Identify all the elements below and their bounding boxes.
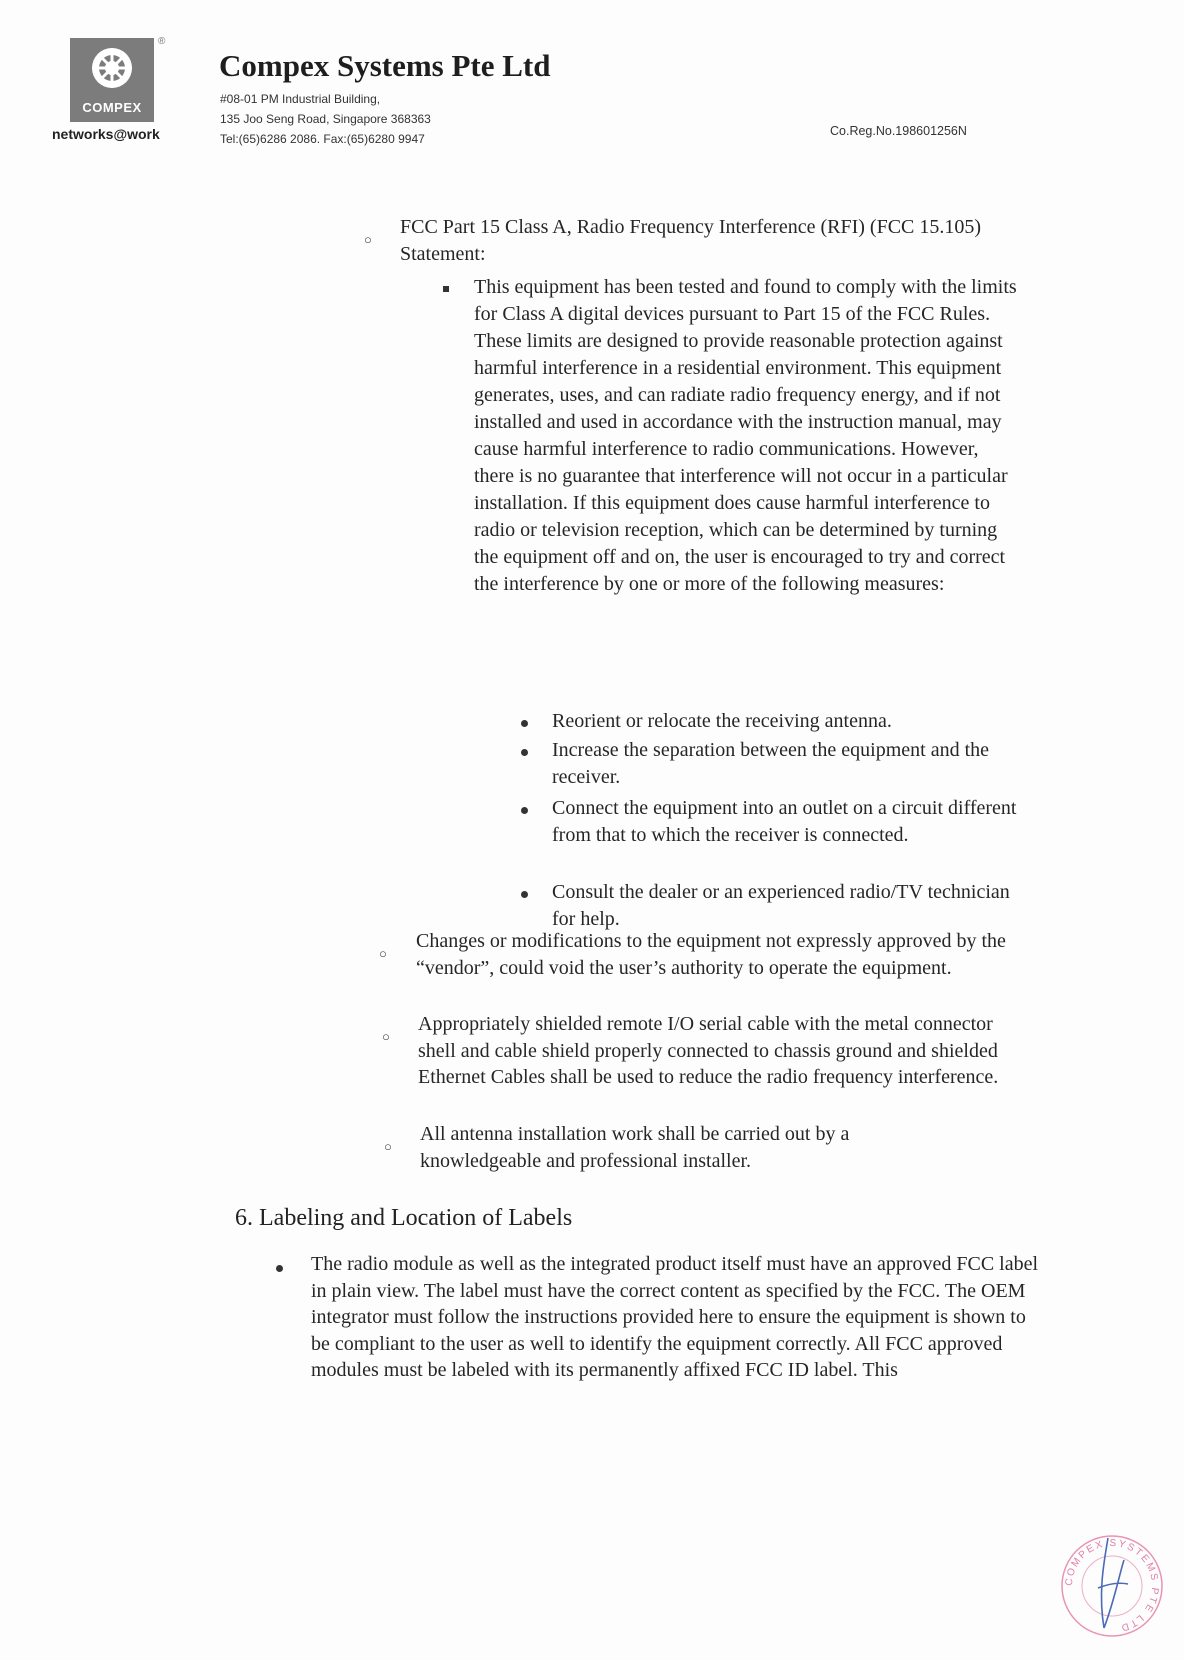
section-heading: 6. Labeling and Location of Labels	[235, 1205, 573, 1231]
company-name: Compex Systems Pte Ltd	[219, 48, 551, 83]
measure-item: Connect the equipment into an outlet on a circuit different from that to which the receiver is connected.	[552, 797, 1017, 846]
svg-text:COMPEX SYSTEMS PTE LTD	[1064, 1538, 1160, 1633]
dot-bullet-icon	[521, 720, 528, 727]
list-item: Appropriately shielded remote I/O serial cable with the metal connector shell and cable shield properly connected to chassis ground and shielded Ethernet Cables shall be used to reduce the radio frequency interference.	[418, 1013, 999, 1088]
address-line-1: #08-01 PM Industrial Building,	[220, 92, 381, 106]
fcc-statement-title: FCC Part 15 Class A, Radio Frequency Interference (RFI) (FCC 15.105) Statement:	[400, 216, 982, 265]
dot-bullet-icon	[521, 891, 528, 898]
circle-bullet-icon: ○	[382, 1029, 390, 1044]
address-line-3: Tel:(65)6286 2086. Fax:(65)6280 9947	[220, 132, 425, 146]
circle-bullet-icon: ○	[384, 1139, 392, 1154]
measure-item: Increase the separation between the equipment and the receiver.	[552, 739, 990, 788]
fcc-statement-body: This equipment has been tested and found to comply with the limits for Class A digital devices pursuant to Part 15 of the FCC Rules. These limits are designed to provide reasonable protection against harmful interference in a residential environment. This equipment generates, uses, and can radiate radio frequency energy, and if not installed and used in accordance with the instruction manual, may cause harmful interference to radio communications. However, there is no guarantee that interference will not occur in a particular installation. If this equipment does cause harmful interference to radio or television reception, which can be determined by turning the equipment off and on, the user is encouraged to try and correct the interference by one or more of the following measures:	[474, 276, 1017, 595]
company-stamp	[1058, 1532, 1166, 1640]
list-item: All antenna installation work shall be carried out by a knowledgeable and professional installer.	[420, 1123, 850, 1172]
section-paragraph: The radio module as well as the integrated product itself must have an approved FCC label in plain view. The label must have the correct content as specified by the FCC. The OEM integrator must follow the instructions provided here to ensure the equipment is shown to be compliant to the user as well to identify the equipment correctly. All FCC approved modules must be labeled with its permanently affixed FCC ID label. This	[311, 1253, 1039, 1381]
circle-bullet-icon: ○	[364, 232, 372, 247]
company-logo	[70, 38, 154, 122]
dot-bullet-icon	[521, 749, 528, 756]
dot-bullet-icon	[276, 1265, 283, 1272]
stamp-text: COMPEX SYSTEMS PTE LTD	[1063, 1537, 1161, 1634]
company-reg-number: Co.Reg.No.198601256N	[830, 124, 967, 138]
measure-item: Reorient or relocate the receiving antenna.	[552, 710, 892, 732]
circle-bullet-icon: ○	[379, 946, 387, 961]
list-item: Changes or modifications to the equipment not expressly approved by the “vendor”, could void the user’s authority to operate the equipment.	[416, 930, 1006, 979]
measure-item: Consult the dealer or an experienced radio/TV technician for help.	[552, 881, 1010, 930]
registered-mark: ®	[158, 36, 166, 47]
logo-wordmark: COMPEX	[82, 100, 142, 115]
logo-tagline: networks@work	[52, 126, 160, 142]
dot-bullet-icon	[521, 807, 528, 814]
square-bullet-icon	[443, 286, 449, 292]
signature-icon	[1098, 1538, 1128, 1628]
address-line-2: 135 Joo Seng Road, Singapore 368363	[220, 112, 431, 126]
